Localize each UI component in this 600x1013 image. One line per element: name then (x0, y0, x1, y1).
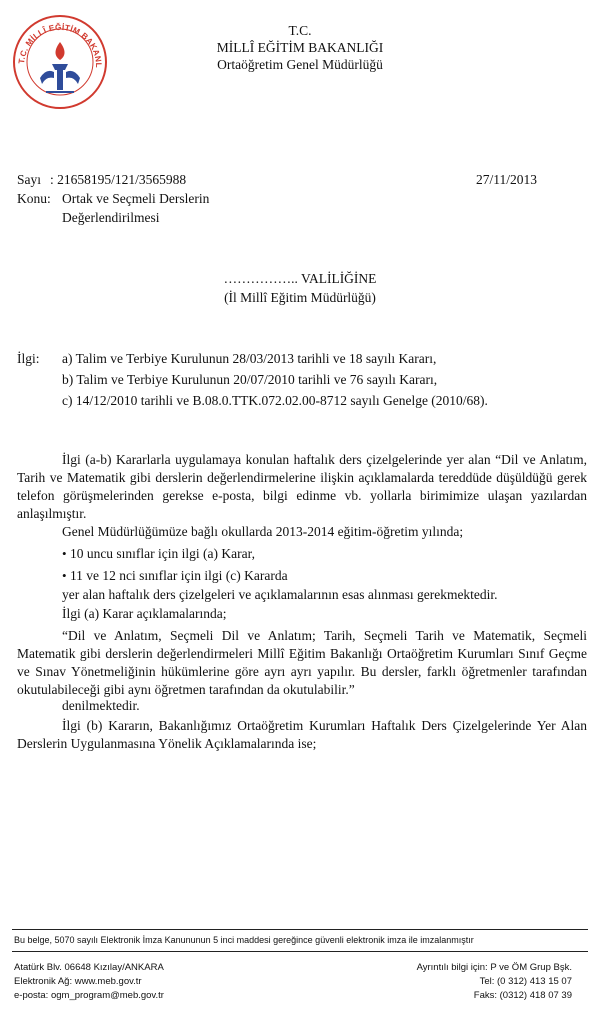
body-paragraph-3: yer alan haftalık ders çizelgeleri ve açıklamalarının esas alınması gerekmektedir. (62, 587, 498, 602)
footer-divider-bottom (12, 951, 588, 952)
addressee-line-1: …………….. VALİLİĞİNE (223, 271, 377, 286)
svg-text:T.C. MİLLÎ EĞİTİM BAKANLIĞI: T.C. MİLLÎ EĞİTİM BAKANL (17, 22, 104, 69)
konu-line-2: Değerlendirilmesi (62, 210, 160, 225)
bullet-item-1 (62, 545, 255, 563)
konu-label: Konu: (17, 191, 51, 206)
footer-telephone: Tel: (0 312) 413 15 07 (479, 976, 572, 987)
footer-web: Elektronik Ağ: www.meb.gov.tr (14, 976, 142, 987)
bullet-icon: • (62, 546, 67, 561)
bullet-text-2: 11 ve 12 nci sınıflar için ilgi (c) Kararda (69, 568, 288, 583)
body-paragraph-4: İlgi (a) Karar açıklamalarında; (62, 606, 227, 621)
ilgi-label: İlgi: (17, 351, 40, 366)
body-paragraph-6: denilmektedir. (62, 698, 140, 713)
body-paragraph-1: İlgi (a-b) Kararlarla uygulamaya konulan haftalık ders çizelgelerinde yer alan “Dil ve Anlatım, Tarih ve Matematik gibi derslerin değerlendirmelerine ilişkin açıklamalarda tereddüde düşüldüğü gerek telefon görüşmelerinden gerekse e-posta, bilgi edinme vb. yollarla birimimize ulaşan yazılardan anlaşılmıştır. (17, 452, 587, 521)
sayi-label: Sayı (17, 172, 42, 187)
body-paragraph-2: Genel Müdürlüğümüze bağlı okullarda 2013-2014 eğitim-öğretim yılında; (62, 524, 464, 539)
body-paragraph-7: İlgi (b) Kararın, Bakanlığımız Ortaöğretim Kurumları Haftalık Ders Çizelgelerinde Yer Alan Derslerin Uygulanmasına Yönelik Açıklamalarında ise; (17, 718, 587, 751)
footer-divider-top (12, 929, 588, 930)
footer-address: Atatürk Blv. 06648 Kızılay/ANKARA (14, 962, 164, 973)
ilgi-item-b: b) Talim ve Terbiye Kurulunun 20/07/2010 tarihli ve 76 sayılı Kararı, (62, 372, 438, 387)
ministry-seal-logo (10, 12, 110, 112)
ilgi-item-a: a) Talim ve Terbiye Kurulunun 28/03/2013 tarihli ve 18 sayılı Kararı, (62, 351, 437, 366)
bullet-text-1: 10 uncu sınıflar için ilgi (a) Karar, (69, 546, 255, 561)
header-tc: T.C. (288, 23, 312, 38)
bullet-icon: • (62, 568, 67, 583)
bullet-item-2 (62, 567, 288, 585)
footer-email: e-posta: ogm_program@meb.gov.tr (14, 990, 164, 1001)
konu-line-1: Ortak ve Seçmeli Derslerin (62, 191, 210, 206)
esign-note: Bu belge, 5070 sayılı Elektronik İmza Kanununun 5 inci maddesi gereğince güvenli elektronik imza ile imzalanmıştır (14, 935, 474, 945)
addressee-line-2: (İl Millî Eğitim Müdürlüğü) (224, 290, 376, 305)
footer-fax: Faks: (0312) 418 07 39 (473, 990, 572, 1001)
header-ministry-name: MİLLÎ EĞİTİM BAKANLIĞI (216, 40, 384, 55)
sayi-value: : 21658195/121/3565988 (50, 172, 187, 187)
footer-info-contact: Ayrıntılı bilgi için: P ve ÖM Grup Bşk. (416, 962, 572, 973)
document-date: 27/11/2013 (476, 172, 538, 187)
ilgi-item-c: c) 14/12/2010 tarihli ve B.08.0.TTK.072.02.00-8712 sayılı Genelge (2010/68). (62, 393, 488, 408)
header-directorate: Ortaöğretim Genel Müdürlüğü (217, 57, 383, 72)
body-quote-paragraph: “Dil ve Anlatım, Seçmeli Dil ve Anlatım; Tarih, Seçmeli Tarih ve Matematik, Seçmeli Matematik gibi derslerin değerlendirmeleri Millî Eğitim Bakanlığı Ortaöğretim Kurumları Sınıf Geçme ve Sınav Yönetmeliğinin hükümlerine göre ayrı ayrı yapılır. Bu dersler, farklı öğretmenler tarafından okutulabileceği gibi aynı öğretmen tarafından da okutulabilir.” (17, 628, 587, 697)
